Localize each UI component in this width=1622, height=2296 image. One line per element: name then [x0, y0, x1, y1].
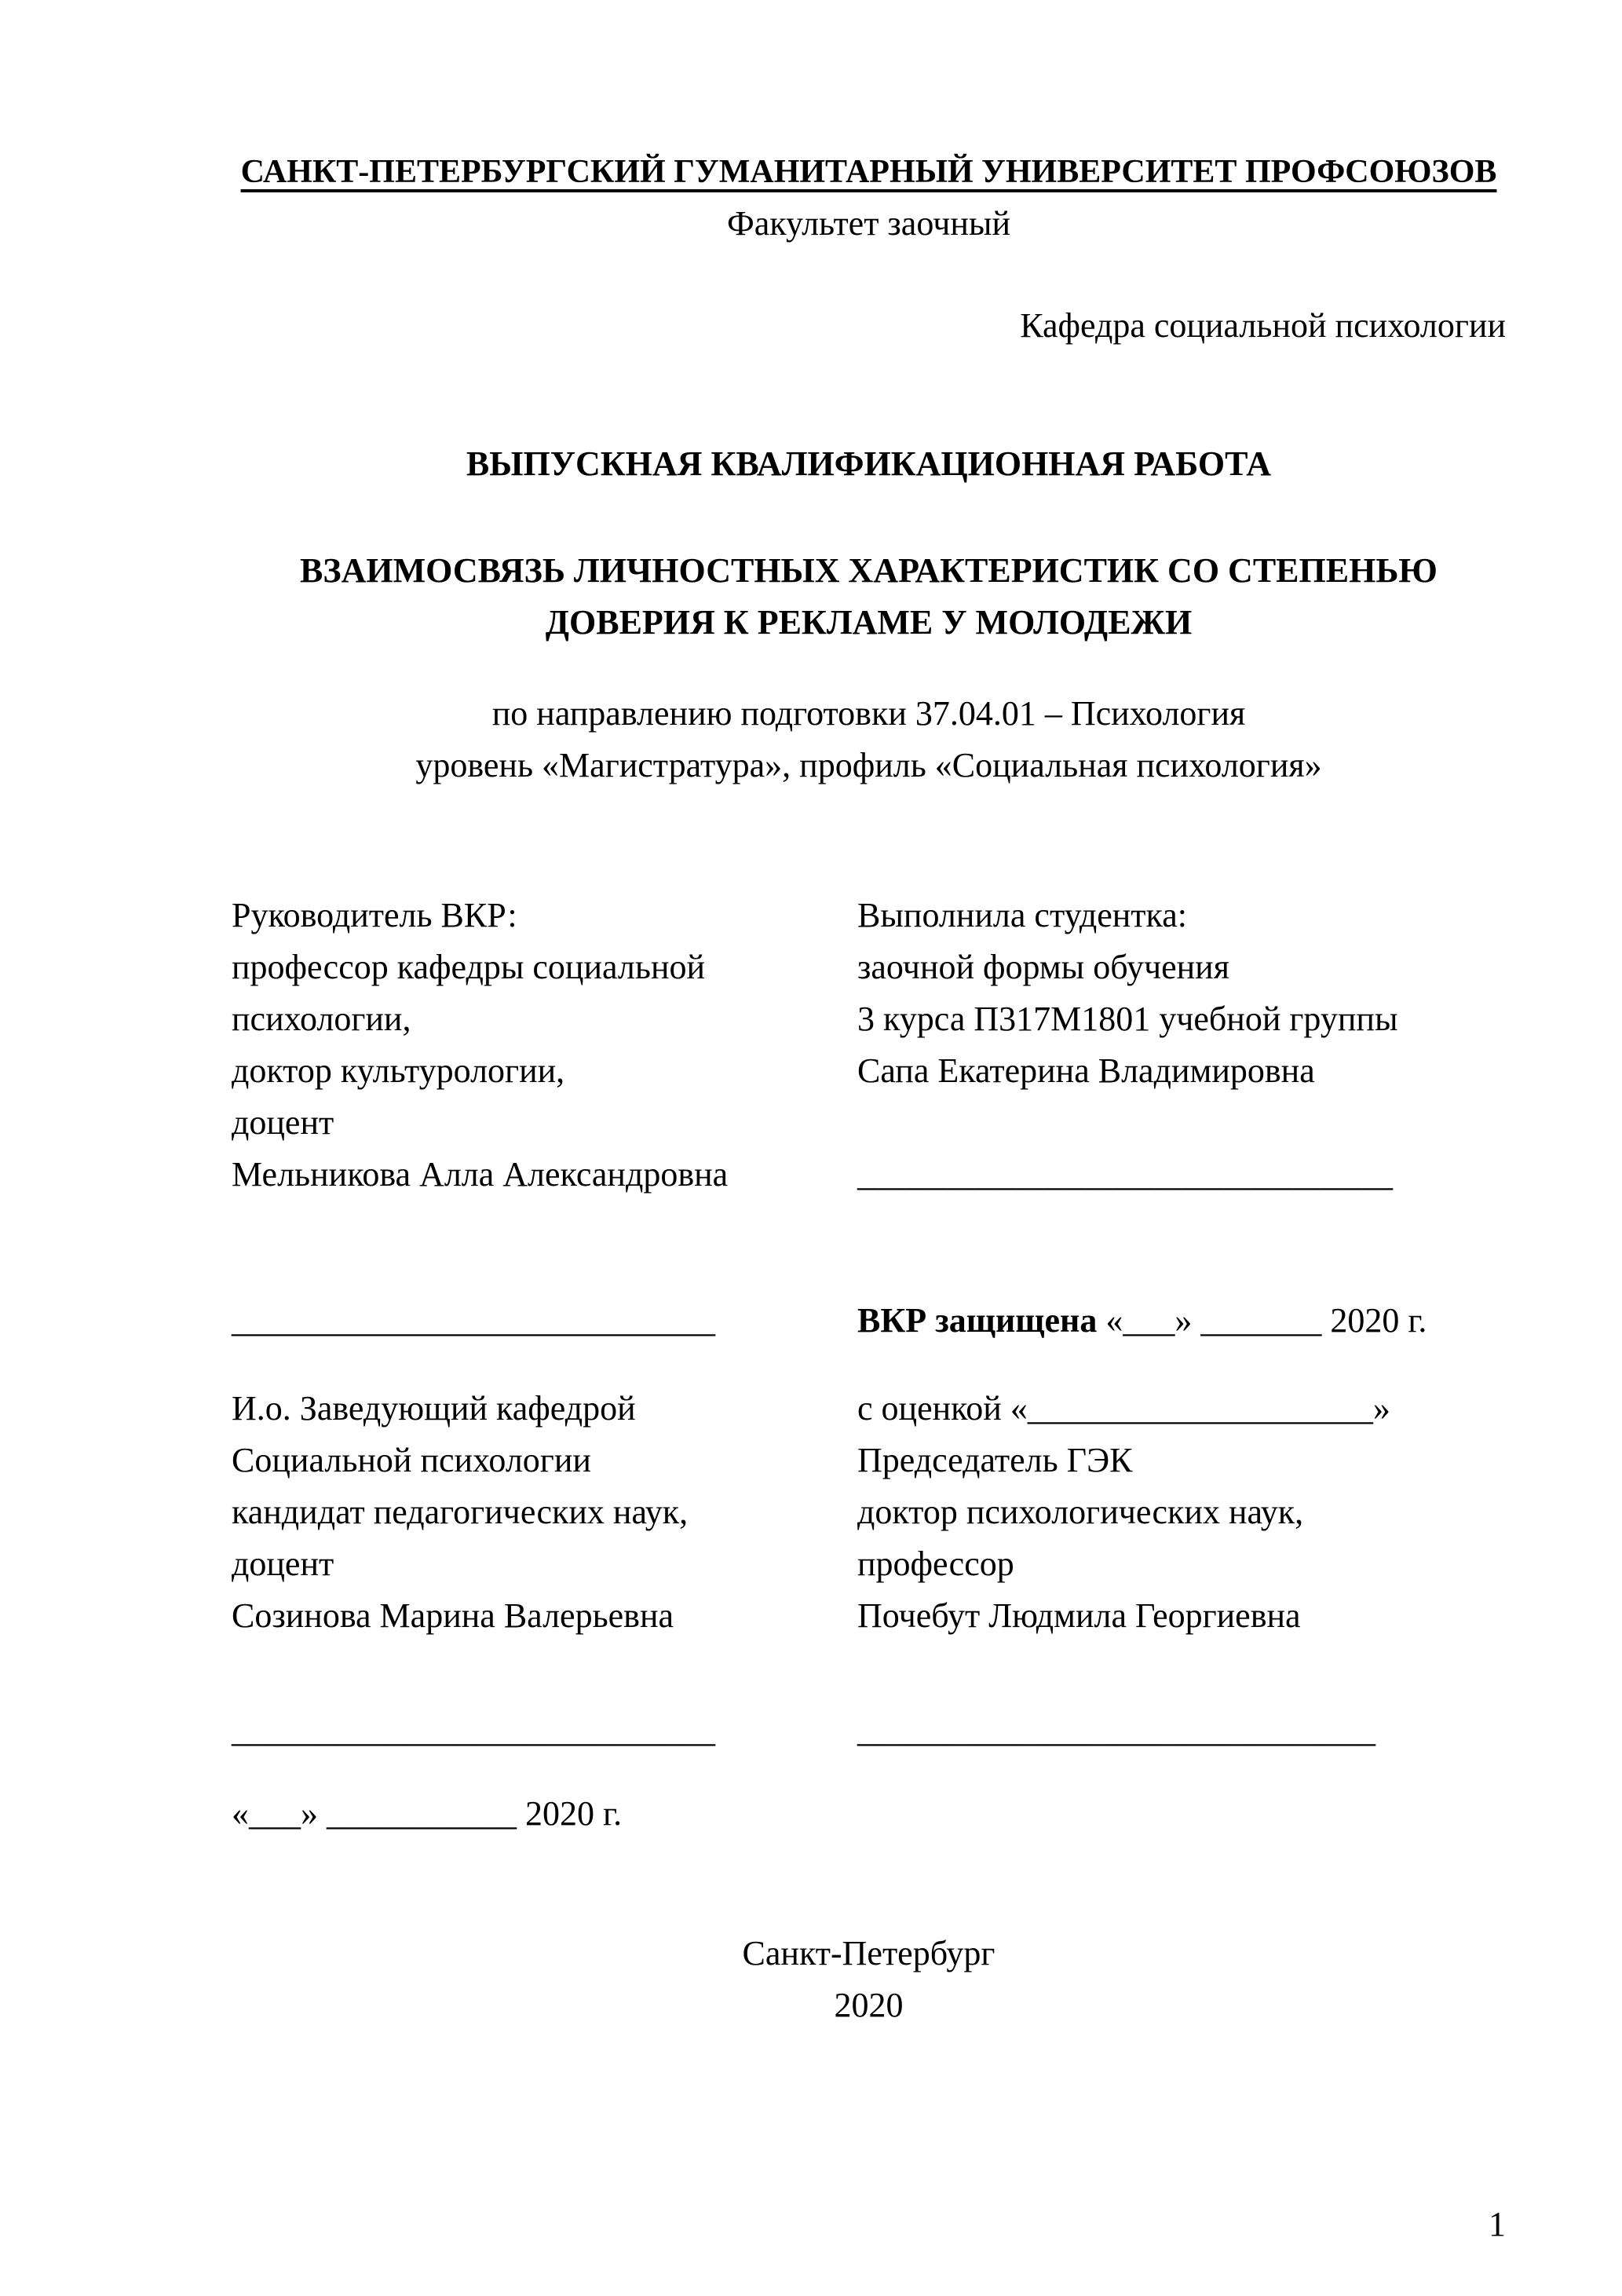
- signature-line-left: ____________________________: [232, 1301, 715, 1340]
- thesis-title: [232, 545, 1506, 649]
- header-department: Кафедра социальной психологии: [1020, 306, 1506, 345]
- acting-head-title-line1: И.о. Заведующий кафедрой: [232, 1389, 636, 1428]
- acting-head-title-line2: Социальной психологии: [232, 1441, 591, 1479]
- chair-title-line: Председатель ГЭК: [857, 1441, 1133, 1479]
- supervisor-rank-line: доцент: [232, 1103, 334, 1142]
- page-number: 1: [1489, 2205, 1506, 2243]
- acting-head-name: Созинова Марина Валерьевна: [232, 1596, 674, 1635]
- student-name: Сапа Екатерина Владимировна: [857, 1051, 1315, 1090]
- date-blank-line: «___» ___________ 2020 г.: [232, 1794, 623, 1833]
- student-signature-line: _______________________________: [857, 1155, 1393, 1194]
- program-direction: по направлению подготовки 37.04.01 – Психология: [491, 694, 1246, 733]
- footer-year: 2020: [834, 1986, 904, 2024]
- supervisor-name: Мельникова Алла Александровна: [232, 1155, 729, 1194]
- committee-block: [232, 1383, 1506, 1642]
- defense-row: [232, 1295, 1506, 1347]
- supervisor-column: [232, 890, 857, 1201]
- student-column: [857, 890, 1506, 1201]
- defense-date-cell: [857, 1295, 1506, 1347]
- defense-date-blanks: «___» _______ 2020 г.: [1097, 1301, 1427, 1340]
- chair-name: Почебут Людмила Георгиевна: [857, 1596, 1301, 1635]
- grade-line: с оценкой «____________________»: [857, 1389, 1390, 1428]
- chair-rank-line: профессор: [857, 1545, 1014, 1583]
- footer-city: Санкт-Петербург: [742, 1934, 995, 1972]
- program-level: уровень «Магистратура», профиль «Социальная психология»: [415, 746, 1322, 784]
- head-signature-cell: [232, 1295, 857, 1347]
- chair-degree-line: доктор психологических наук,: [857, 1493, 1304, 1531]
- signature-cell-right: [857, 1705, 1506, 1757]
- student-group-line: 3 курса П317М1801 учебной группы: [857, 1000, 1398, 1038]
- thesis-title-line1: ВЗАИМОСВЯЗЬ ЛИЧНОСТНЫХ ХАРАКТЕРИСТИК СО СТЕПЕНЬЮ: [300, 551, 1438, 590]
- signature-cell-left: [232, 1705, 857, 1757]
- supervisor-position-line2: психологии,: [232, 1000, 411, 1038]
- thesis-title-line2: ДОВЕРИЯ К РЕКЛАМЕ У МОЛОДЕЖИ: [545, 603, 1193, 642]
- defense-label: ВКР защищена: [857, 1301, 1098, 1340]
- header-university: САНКТ-ПЕТЕРБУРГСКИЙ ГУМАНИТАРНЫЙ УНИВЕРСИТЕТ ПРОФСОЮЗОВ: [240, 154, 1497, 190]
- acting-head-rank-line: доцент: [232, 1545, 334, 1583]
- committee-chair-column: [857, 1383, 1506, 1642]
- header-faculty: Факультет заочный: [726, 204, 1010, 243]
- acting-head-column: [232, 1383, 857, 1642]
- work-type-heading: ВЫПУСКНАЯ КВАЛИФИКАЦИОННАЯ РАБОТА: [466, 444, 1272, 483]
- student-blank-line: [857, 1097, 1506, 1149]
- student-form-line: заочной формы обучения: [857, 948, 1229, 986]
- student-label: Выполнила студентка:: [857, 896, 1187, 934]
- program-block: [232, 688, 1506, 792]
- acting-head-degree-line: кандидат педагогических наук,: [232, 1493, 689, 1531]
- signature-row: [232, 1705, 1506, 1757]
- footer-block: [232, 1928, 1506, 2031]
- signature-line-acting-head: ____________________________: [232, 1711, 715, 1749]
- supervisor-label: Руководитель ВКР:: [232, 896, 517, 934]
- defense-date-line: [857, 1295, 1506, 1347]
- supervisor-degree-line: доктор культурологии,: [232, 1051, 565, 1090]
- supervisor-student-block: [232, 890, 1506, 1201]
- supervisor-position-line1: профессор кафедры социальной: [232, 948, 706, 986]
- signature-line-chair: ______________________________: [857, 1711, 1375, 1749]
